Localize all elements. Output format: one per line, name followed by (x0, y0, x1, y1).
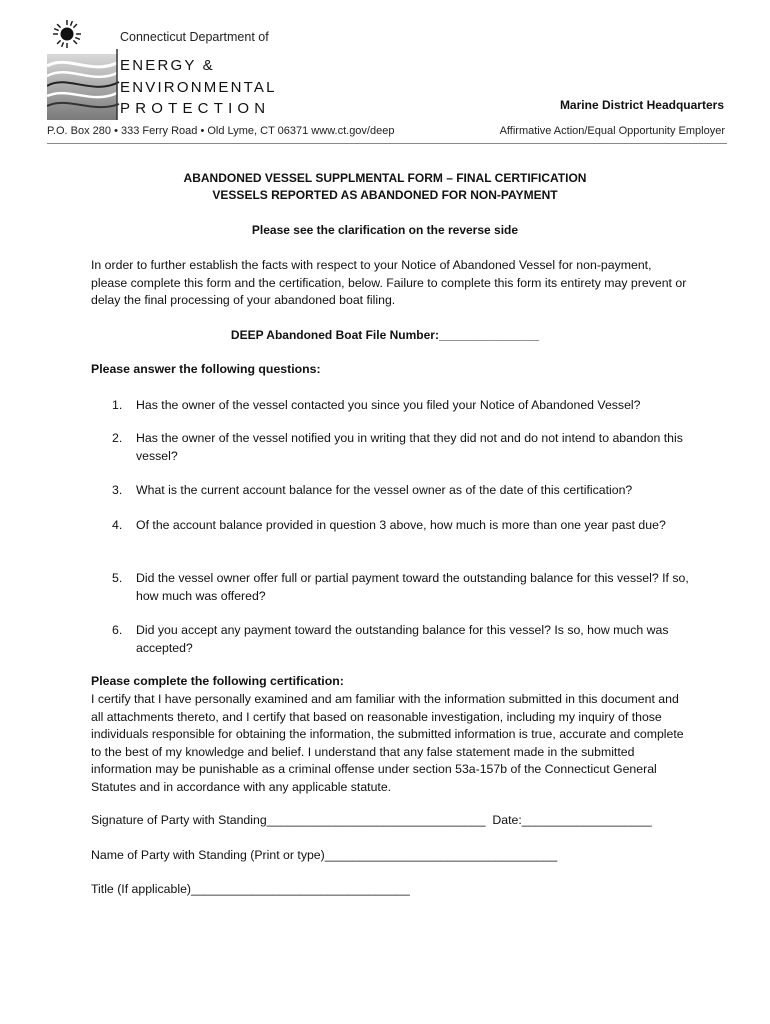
question-text: What is the current account balance for the vessel owner as of the date of this certification? (136, 483, 633, 497)
question-item (112, 430, 692, 465)
question-text: Did the vessel owner offer full or partial payment toward the outstanding balance for this vessel? If so, how much was offered? (136, 571, 689, 603)
certification-paragraph: I certify that I have personally examined and am familiar with the information submitted in this document and all attachments thereto, and I certify that based on reasonable investigation, including my inquiry of those individuals responsible for obtaining the information, the submitted information is true, accurate and complete to the best of my knowledge and belief. I understand that any false statement made in the submitted information may be punishable as a criminal offense under section 53a-157b of the Connecticut General Statutes and in accordance with any applicable statute. (91, 692, 684, 794)
question-item (112, 517, 692, 535)
questions-heading: Please answer the following questions: (91, 362, 321, 376)
employer-statement: Affirmative Action/Equal Opportunity Employer (499, 125, 725, 137)
logo-line-energy: ENERGY & (120, 57, 215, 74)
name-line[interactable]: Name of Party with Standing (Print or type)__________________________________ (91, 848, 558, 862)
logo-line-protection: PROTECTION (120, 100, 271, 117)
file-number-field: DEEP Abandoned Boat File Number:_______________ (230, 328, 540, 342)
question-text: Did you accept any payment toward the outstanding balance for this vessel? Is so, how much was accepted? (136, 623, 669, 655)
logo-department-text: Connecticut Department of (120, 30, 269, 44)
certification-heading: Please complete the following certification: (91, 674, 344, 688)
signature-date-line[interactable]: Signature of Party with Standing________________________________ Date:___________________ (91, 813, 652, 827)
office-address: P.O. Box 280 • 333 Ferry Road • Old Lyme, CT 06371 www.ct.gov/deep (47, 125, 395, 137)
logo-line-environmental: ENVIRONMENTAL (120, 79, 277, 96)
question-number: 2. (112, 431, 123, 445)
question-number: 5. (112, 571, 123, 585)
clarification-note: Please see the clarification on the reverse side (251, 223, 519, 237)
office-name: Marine District Headquarters (559, 98, 724, 112)
question-item (112, 622, 692, 657)
question-item (112, 570, 692, 605)
question-number: 1. (112, 398, 123, 412)
form-title-line-2: VESSELS REPORTED AS ABANDONED FOR NON-PAYMENT (212, 188, 558, 202)
question-text: Has the owner of the vessel notified you in writing that they did not and do not intend to abandon this vessel? (136, 431, 683, 463)
question-number: 4. (112, 518, 123, 532)
intro-paragraph: In order to further establish the facts with respect to your Notice of Abandoned Vessel for non-payment, please complete this form and the certification, below. Failure to complete this form its entirety may prevent or delay the final processing of your abandoned boat filing. (91, 258, 687, 307)
title-line[interactable]: Title (If applicable)________________________________ (91, 882, 410, 896)
question-number: 6. (112, 623, 123, 637)
question-item (112, 482, 692, 500)
question-text: Has the owner of the vessel contacted you since you filed your Notice of Abandoned Vessel? (136, 398, 641, 412)
form-title-line-1: ABANDONED VESSEL SUPPLMENTAL FORM – FINAL CERTIFICATION (183, 171, 587, 185)
question-number: 3. (112, 483, 123, 497)
question-text: Of the account balance provided in question 3 above, how much is more than one year past due? (136, 518, 666, 532)
question-item (112, 397, 692, 415)
header-divider (47, 143, 727, 144)
